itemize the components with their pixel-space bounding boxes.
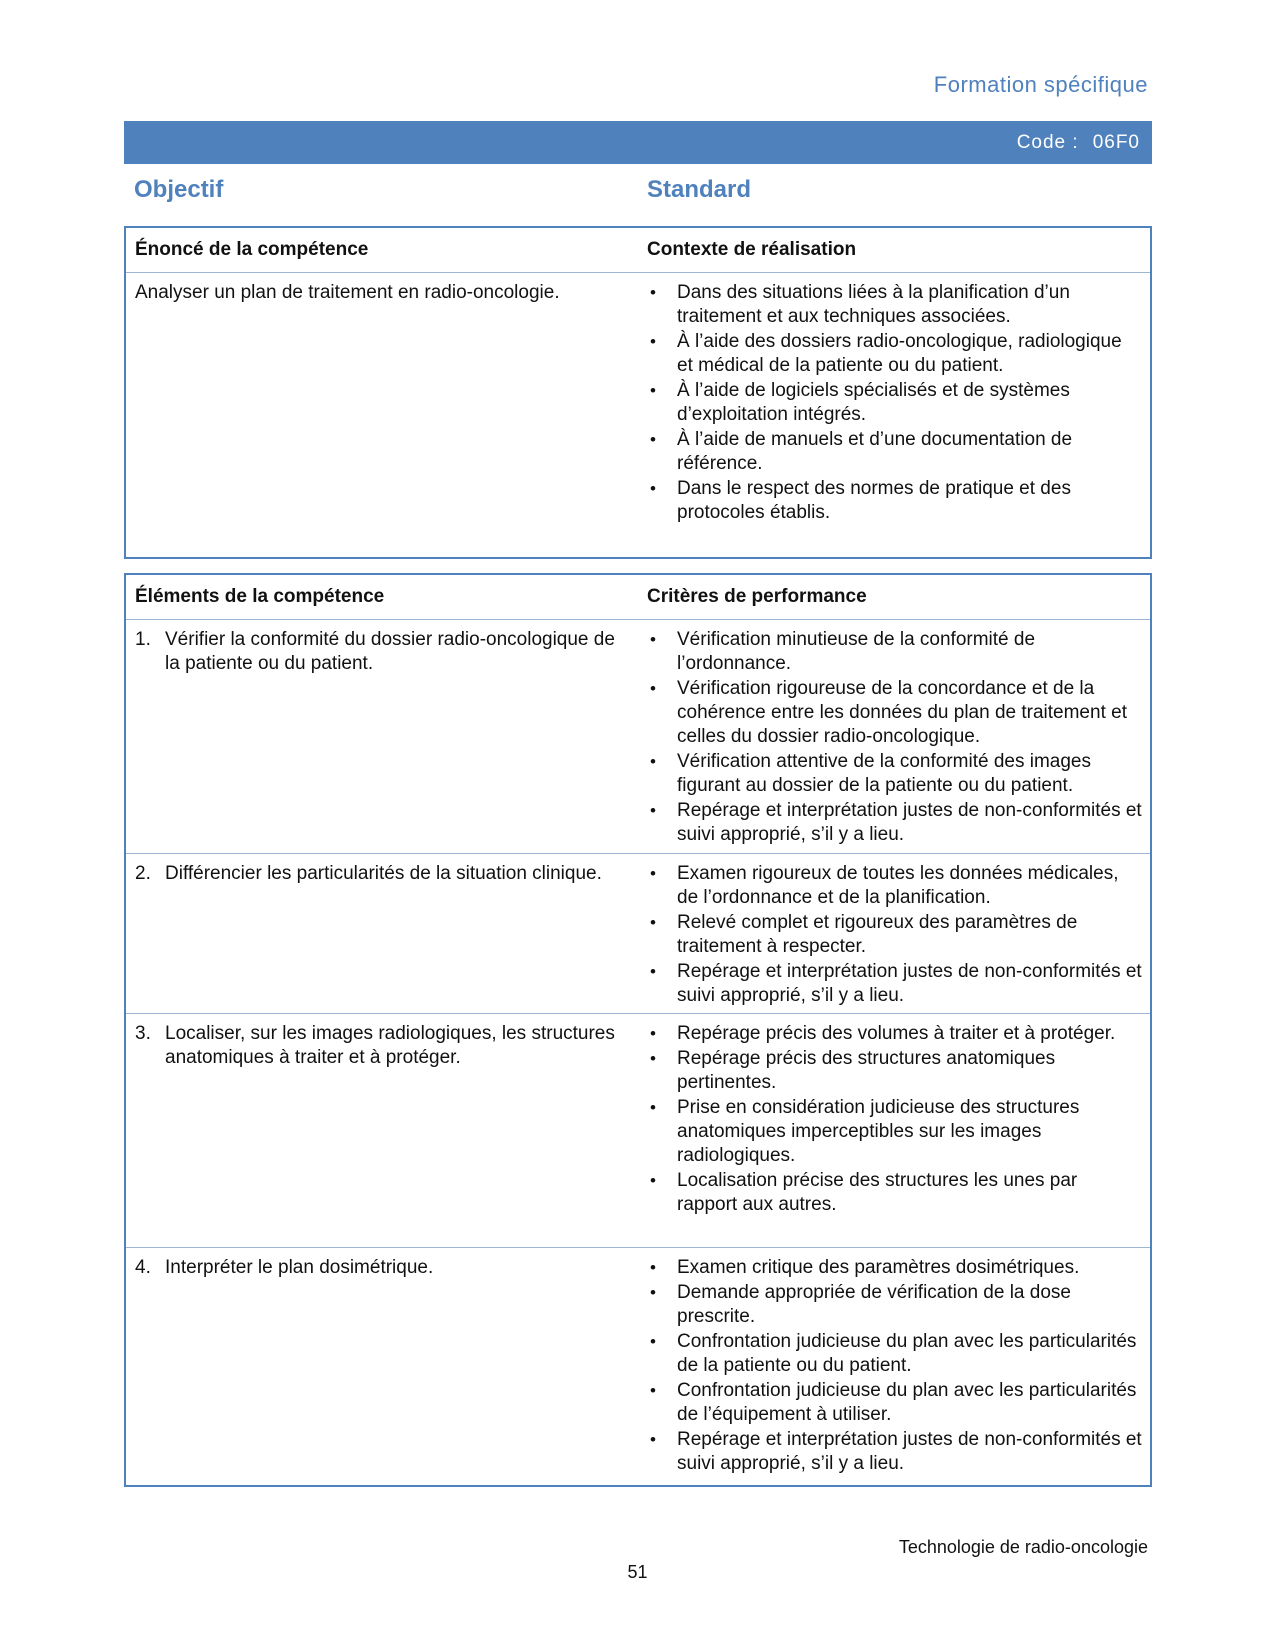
element-cell xyxy=(126,620,637,853)
page-number: 51 xyxy=(627,1562,648,1582)
list-item: • Confrontation judicieuse du plan avec les particularités de la patiente ou du patient. xyxy=(650,1331,1137,1376)
bullet-icon: • xyxy=(650,1332,656,1351)
statement-header: Énoncé de la compétence xyxy=(135,239,369,260)
list-item: • Localisation précise des structures les unes par rapport aux autres. xyxy=(650,1170,1078,1215)
list-item: • Prise en considération judicieuse des structures anatomiques imperceptibles sur les images radiologiques. xyxy=(650,1097,1080,1166)
bullet-icon: • xyxy=(650,479,656,498)
list-item: • Repérage et interprétation justes de non-conformités et suivi approprié, s’il y a lieu. xyxy=(650,800,1142,845)
bullet-icon: • xyxy=(650,913,656,932)
bullet-icon: • xyxy=(650,1283,656,1302)
list-item: • Repérage et interprétation justes de non-conformités et suivi approprié, s’il y a lieu. xyxy=(650,961,1142,1006)
bullet-icon: • xyxy=(650,1381,656,1400)
bullet-icon: • xyxy=(650,332,656,351)
list-item: • À l’aide de manuels et d’une documentation de référence. xyxy=(650,429,1073,474)
column-headings xyxy=(124,176,1152,216)
bullet-icon: • xyxy=(650,1024,656,1043)
bullet-icon: • xyxy=(650,1049,656,1068)
criteria-list xyxy=(647,628,1142,847)
element-cell xyxy=(126,854,637,1013)
element-text: Localiser, sur les images radiologiques, les structures anatomiques à traiter et à protéger. xyxy=(165,1023,615,1068)
objective-heading: Objectif xyxy=(134,176,224,203)
code-label: Code : xyxy=(1016,131,1079,153)
bullet-icon: • xyxy=(650,752,656,771)
bullet-icon: • xyxy=(650,962,656,981)
table-row xyxy=(126,1248,1150,1481)
element-number: 3. xyxy=(135,1023,151,1044)
list-item: • Dans des situations liées à la planification d’un traitement et aux techniques associées. xyxy=(650,282,1070,327)
element-text: Interpréter le plan dosimétrique. xyxy=(165,1257,434,1278)
standard-heading: Standard xyxy=(647,176,752,203)
element-number: 2. xyxy=(135,863,151,884)
element-text: Vérifier la conformité du dossier radio-oncologique de la patiente ou du patient. xyxy=(165,629,615,674)
list-item: • Dans le respect des normes de pratique et des protocoles établis. xyxy=(650,478,1071,523)
element-cell xyxy=(126,1014,637,1247)
criteria-list xyxy=(647,862,1142,1008)
context-list xyxy=(647,281,1142,525)
elements-header: Éléments de la compétence xyxy=(135,586,385,607)
competency-statement: Analyser un plan de traitement en radio-oncologie. xyxy=(135,282,560,303)
context-cell xyxy=(637,273,1150,526)
list-item: • Vérification minutieuse de la conformité de l’ordonnance. xyxy=(650,629,1036,674)
bullet-icon: • xyxy=(650,864,656,883)
list-item: • Examen critique des paramètres dosimétriques. xyxy=(650,1257,1080,1278)
bullet-icon: • xyxy=(650,1258,656,1277)
bullet-icon: • xyxy=(650,381,656,400)
competency-elements-table xyxy=(124,573,1152,1487)
list-item: • Repérage précis des structures anatomiques pertinentes. xyxy=(650,1048,1056,1093)
element-cell xyxy=(126,1248,637,1481)
criteria-list xyxy=(647,1256,1142,1476)
bullet-icon: • xyxy=(650,1430,656,1449)
section-title: Formation spécifique xyxy=(933,72,1148,97)
bullet-icon: • xyxy=(650,630,656,649)
criteria-cell xyxy=(637,1014,1150,1247)
context-header: Contexte de réalisation xyxy=(647,239,857,260)
list-item: • Vérification attentive de la conformité des images figurant au dossier de la patiente ou du patient. xyxy=(650,751,1091,796)
list-item: • À l’aide des dossiers radio-oncologique, radiologique et médical de la patiente ou du patient. xyxy=(650,331,1122,376)
element-text: Différencier les particularités de la situation clinique. xyxy=(165,863,602,884)
code-bar xyxy=(124,121,1152,164)
list-item: • Repérage et interprétation justes de non-conformités et suivi approprié, s’il y a lieu. xyxy=(650,1429,1142,1474)
table-row xyxy=(126,1014,1150,1248)
table-row xyxy=(126,620,1150,854)
table-row xyxy=(126,273,1150,526)
list-item: • Repérage précis des volumes à traiter et à protéger. xyxy=(650,1023,1116,1044)
table-header-row xyxy=(126,228,1150,273)
list-item: • Vérification rigoureuse de la concordance et de la cohérence entre les données du plan de traitement et celles du dossier radio-oncologique. xyxy=(650,678,1127,747)
bullet-icon: • xyxy=(650,679,656,698)
footer-program-title: Technologie de radio-oncologie xyxy=(898,1537,1148,1557)
bullet-icon: • xyxy=(650,283,656,302)
element-number: 1. xyxy=(135,629,151,650)
table-header-row xyxy=(126,575,1150,620)
table-row xyxy=(126,854,1150,1014)
criteria-header: Critères de performance xyxy=(647,586,867,607)
competency-statement-table xyxy=(124,226,1152,559)
list-item: • Demande appropriée de vérification de la dose prescrite. xyxy=(650,1282,1071,1327)
criteria-cell xyxy=(637,1248,1150,1481)
criteria-cell xyxy=(637,620,1150,853)
list-item: • À l’aide de logiciels spécialisés et de systèmes d’exploitation intégrés. xyxy=(650,380,1070,425)
element-number: 4. xyxy=(135,1257,151,1278)
criteria-cell xyxy=(637,854,1150,1013)
bullet-icon: • xyxy=(650,1171,656,1190)
bullet-icon: • xyxy=(650,1098,656,1117)
bullet-icon: • xyxy=(650,801,656,820)
bullet-icon: • xyxy=(650,430,656,449)
criteria-list xyxy=(647,1022,1142,1217)
list-item: • Relevé complet et rigoureux des paramètres de traitement à respecter. xyxy=(650,912,1078,957)
list-item: • Confrontation judicieuse du plan avec les particularités de l’équipement à utiliser. xyxy=(650,1380,1137,1425)
code-value: 06F0 xyxy=(1092,131,1140,153)
list-item: • Examen rigoureux de toutes les données médicales, de l’ordonnance et de la planification. xyxy=(650,863,1119,908)
